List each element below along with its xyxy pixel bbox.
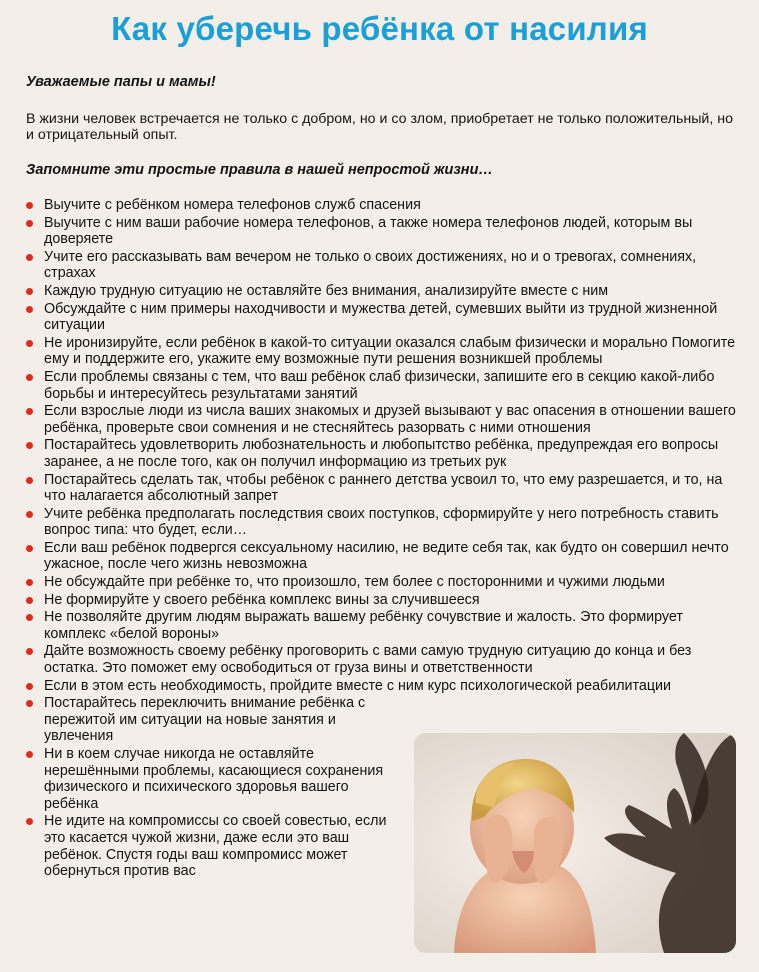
bullet-icon (26, 288, 33, 295)
rule-item: Не формируйте у своего ребёнка комплекс вины за случившееся (24, 592, 742, 609)
rule-item: Учите ребёнка предполагать последствия своих поступков, сформируйте у него потребность ставить вопрос типа: что будет, если… (24, 506, 742, 539)
rule-item: Обсуждайте с ним примеры находчивости и мужества детей, сумевших выйти из трудной жизненной ситуации (24, 301, 742, 334)
bullet-icon (26, 818, 33, 825)
bullet-icon (26, 408, 33, 415)
page-title: Как уберечь ребёнка от насилия (111, 10, 648, 47)
rule-item: Не позволяйте другим людям выражать вашему ребёнку сочувствие и жалость. Это формирует комплекс «белой вороны» (24, 609, 742, 642)
rule-item: Если в этом есть необходимость, пройдите вместе с ним курс психологической реабилитации (24, 678, 742, 695)
rule-item: Учите его рассказывать вам вечером не только о своих достижениях, но и о тревогах, сомнениях, страхах (24, 249, 742, 282)
bullet-icon (26, 597, 33, 604)
rule-item: Если проблемы связаны с тем, что ваш ребёнок слаб физически, запишите его в секцию какой-либо борьбы и интересуйтесь результатами занятий (24, 369, 742, 402)
rule-item: Если взрослые люди из числа ваших знакомых и друзей вызывают у вас опасения в отношении вашего ребёнка, проверьте свои сомнения и не стесняйтесь разорвать с ними отношения (24, 403, 742, 436)
bullet-icon (26, 442, 33, 449)
bullet-icon (26, 306, 33, 313)
bullet-icon (26, 477, 33, 484)
bullet-icon (26, 340, 33, 347)
rule-item: Не иронизируйте, если ребёнок в какой-то ситуации оказался слабым физически и морально Помогите ему и поддержите его, укажите ему возможные пути решения возникшей проблемы (24, 335, 742, 368)
rule-item: Каждую трудную ситуацию не оставляйте без внимания, анализируйте вместе с ним (24, 283, 742, 300)
bullet-icon (26, 374, 33, 381)
bullet-icon (26, 683, 33, 690)
rule-item: Если ваш ребёнок подвергся сексуальному насилию, не ведите себя так, как будто он совершил нечто ужасное, после чего жизнь невозможна (24, 540, 742, 573)
illustration-photo (414, 733, 736, 953)
rule-item: Дайте возможность своему ребёнку проговорить с вами самую трудную ситуацию до конца и без остатка. Это поможет ему освободиться от груза вины и ответственности (24, 643, 742, 676)
rule-item: Не идите на компромиссы со своей совестью, если это касается чужой жизни, даже если это ваш ребёнок. Спустя годы ваш компромисс может обернуться против вас (24, 813, 394, 879)
bullet-icon (26, 579, 33, 586)
bullet-icon (26, 202, 33, 209)
rule-item: Выучите с ребёнком номера телефонов служб спасения (24, 197, 742, 214)
bullet-icon (26, 545, 33, 552)
bullet-icon (26, 254, 33, 261)
frightened-child-illustration (414, 733, 736, 953)
bullet-icon (26, 751, 33, 758)
rules-heading: Запомните эти простые правила в нашей непростой жизни… (26, 162, 493, 178)
greeting: Уважаемые папы и мамы! (26, 74, 216, 90)
rule-item: Постарайтесь удовлетворить любознательность и любопытство ребёнка, предупреждая его вопросы заранее, а не после того, как он получил информацию из третьих рук (24, 437, 742, 470)
intro-paragraph: В жизни человек встречается не только с добром, но и со злом, приобретает не только положительный, но и отрицательный опыт. (26, 111, 733, 143)
bullet-icon (26, 648, 33, 655)
rule-item: Постарайтесь переключить внимание ребёнка с пережитой им ситуации на новые занятия и увлечения (24, 695, 394, 745)
rule-item: Выучите с ним ваши рабочие номера телефонов, а также номера телефонов людей, которым вы доверяете (24, 215, 742, 248)
rule-item: Ни в коем случае никогда не оставляйте нерешёнными проблемы, касающиеся сохранения физического и психического здоровья вашего ребёнка (24, 746, 394, 812)
rule-item: Постарайтесь сделать так, чтобы ребёнок с раннего детства усвоил то, что ему разрешается, и то, на что налагается абсолютный запрет (24, 472, 742, 505)
bullet-icon (26, 220, 33, 227)
bullet-icon (26, 700, 33, 707)
bullet-icon (26, 511, 33, 518)
bullet-icon (26, 614, 33, 621)
rule-item: Не обсуждайте при ребёнке то, что произошло, тем более с посторонними и чужими людьми (24, 574, 742, 591)
